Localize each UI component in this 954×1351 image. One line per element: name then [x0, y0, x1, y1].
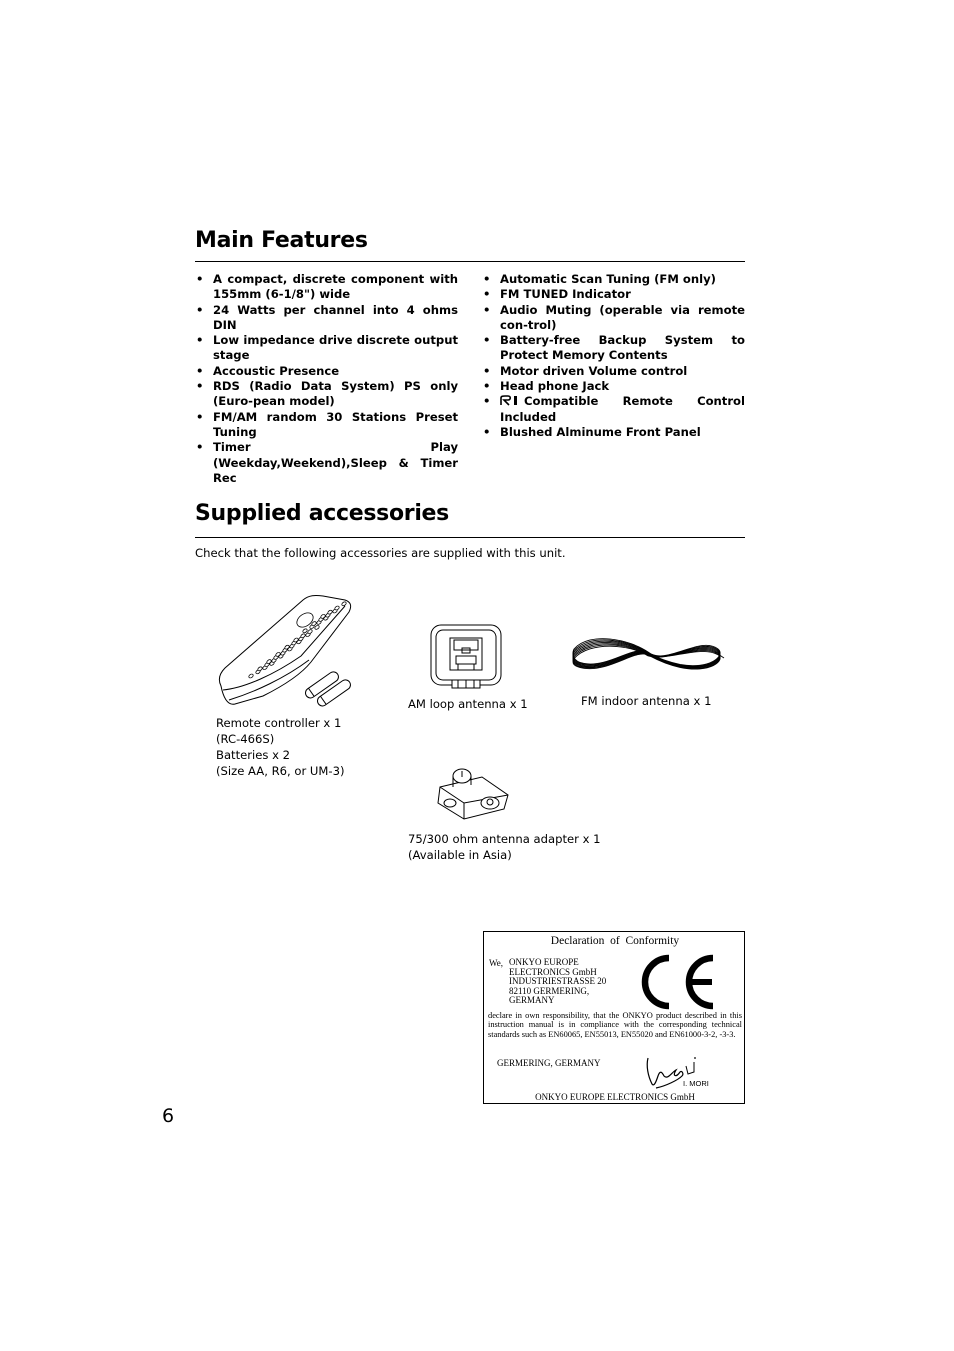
feature-text: FM/AM random 30 Stations Preset Tuning [213, 409, 458, 439]
feature-item [195, 379, 458, 410]
am-loop-antenna-illustration [428, 622, 504, 692]
feature-text: Compatible Remote Control Included [500, 394, 745, 424]
feature-text: A compact, discrete component with 155mm (6-1/8") wide [213, 272, 458, 302]
declaration-we: We, [489, 958, 504, 968]
declaration-footer: ONKYO EUROPE ELECTRONICS GmbH [535, 1092, 695, 1102]
feature-text: Accoustic Presence [213, 363, 340, 378]
address-line: 82110 GERMERING, [509, 985, 590, 996]
feature-item [195, 333, 458, 364]
feature-item [195, 440, 458, 486]
feature-item [482, 425, 745, 440]
adapter-caption-line: (Available in Asia) [408, 848, 512, 862]
feature-item [195, 364, 458, 379]
remote-caption [216, 715, 344, 779]
declaration-of-conformity-box [483, 931, 745, 1104]
antenna-adapter-illustration [434, 765, 512, 821]
accessories-rule [195, 537, 745, 538]
remote-caption-line: (Size AA, R6, or UM-3) [216, 764, 345, 778]
feature-text: Low impedance drive discrete output stage [213, 333, 458, 363]
declaration-signer: I. MORI [683, 1079, 709, 1088]
main-features-title: Main Features [195, 228, 368, 253]
am-antenna-caption: AM loop antenna x 1 [408, 697, 528, 711]
feature-text: Timer Play (Weekday,Weekend),Sleep & Timer Rec [213, 440, 458, 485]
address-line: ONKYO EUROPE [509, 957, 579, 967]
remote-caption-line: (RC-466S) [216, 732, 275, 746]
feature-text: Head phone Jack [500, 379, 610, 394]
feature-item [195, 410, 458, 441]
feature-item [482, 333, 745, 364]
ri-logo-icon [500, 395, 520, 406]
feature-text: Audio Muting (operable via remote con-trol) [500, 302, 745, 332]
accessories-intro: Check that the following accessories are supplied with this unit. [195, 546, 566, 560]
feature-text: Motor driven Volume control [500, 363, 688, 378]
feature-item [482, 394, 745, 425]
remote-controller-illustration [215, 592, 365, 710]
feature-item [482, 287, 745, 302]
page-number: 6 [162, 1105, 175, 1127]
main-features-rule [195, 261, 745, 262]
declaration-title: Declaration of Conformity [550, 935, 680, 947]
remote-caption-line: Remote controller x 1 [216, 716, 342, 730]
address-line: ELECTRONICS GmbH [509, 966, 597, 977]
ce-mark-icon [636, 952, 718, 1012]
address-line: GERMANY [509, 995, 555, 1006]
feature-item [482, 272, 745, 287]
feature-item [195, 272, 458, 303]
feature-text: Automatic Scan Tuning (FM only) [500, 272, 716, 286]
feature-text: Blushed Alminume Front Panel [500, 424, 701, 439]
feature-text: FM TUNED Indicator [500, 287, 631, 302]
feature-item [195, 303, 458, 334]
remote-caption-line: Batteries x 2 [216, 748, 291, 762]
feature-text: RDS (Radio Data System) PS only (Euro-pean model) [213, 379, 458, 409]
declaration-address [509, 958, 606, 1006]
adapter-caption-line: 75/300 ohm antenna adapter x 1 [408, 832, 601, 846]
feature-text: 24 Watts per channel into 4 ohms DIN [213, 302, 458, 332]
features-list-right [482, 272, 745, 440]
feature-item [482, 364, 745, 379]
features-list-left [195, 272, 458, 486]
feature-text: Battery-free Backup System to Protect Memory Contents [500, 333, 745, 363]
feature-item [482, 379, 745, 394]
feature-item [482, 303, 745, 334]
address-line: INDUSTRIESTRASSE 20 [509, 976, 607, 987]
adapter-caption [408, 831, 601, 863]
fm-indoor-antenna-illustration [570, 632, 726, 676]
fm-antenna-caption: FM indoor antenna x 1 [581, 694, 712, 708]
accessories-title: Supplied accessories [195, 501, 449, 526]
declaration-body: declare in own responsibility, that the ONKYO product described in this instruction manual is in compliance with the corresponding technical standards such as EN60065, EN55013, EN55020 and EN61000-3-2, -3-3. [488, 1011, 742, 1039]
declaration-place: GERMERING, GERMANY [497, 1058, 601, 1068]
